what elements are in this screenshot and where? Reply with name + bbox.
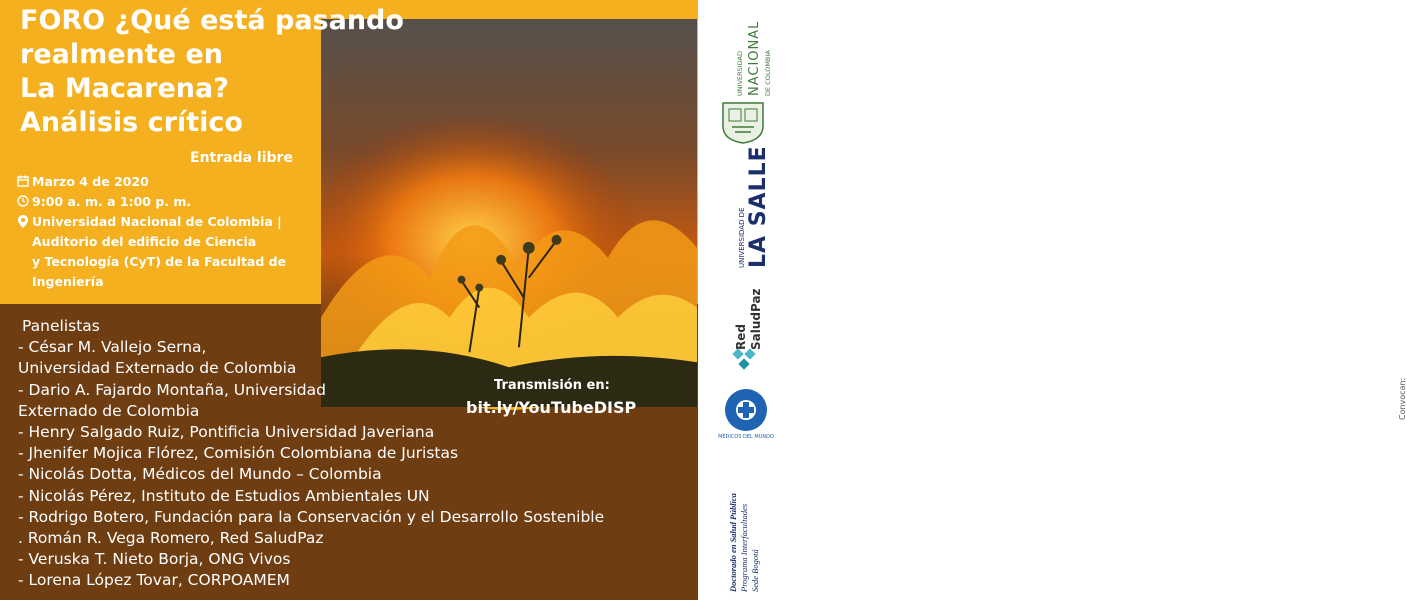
title-line: Análisis crítico [20,107,243,138]
free-entry-label: Entrada libre [190,150,293,166]
venue-text: Universidad Nacional de Colombia | Auditorio del edificio de Ciencia y Tecnología (CyT) de la Facultad de Ingeniería [32,214,287,289]
medicos-del-mundo-icon [724,388,768,432]
event-venue [14,212,314,292]
panelist-line: - Henry Salgado Ruiz, Pontificia Universidad Javeriana [18,423,435,442]
location-pin-icon [14,212,32,228]
panelists-heading: Panelistas [22,317,100,335]
convocan-label: Convocan: [1398,377,1407,420]
medicos-text: MÉDICOS DEL MUNDO [718,434,774,440]
panelist-line: - Dario A. Fajardo Montaña, Universidad [18,380,326,399]
lasalle-small-text: UNIVERSIDAD DE [738,207,746,268]
forum-title [20,4,404,140]
unal-small-text: UNIVERSIDAD [736,51,744,96]
transmission-label: Transmisión en: [494,378,610,393]
panelist-line: . Román R. Vega Romero, Red SaludPaz [18,529,324,548]
doctorado-block [706,454,796,600]
event-info [14,172,314,292]
clock-icon [14,192,32,207]
unal-small-text-2: DE COLOMBIA [764,50,772,96]
panelist-line: - César M. Vallejo Serna, [18,338,207,357]
youtube-link[interactable]: bit.ly/YouTubeDISP [466,398,637,417]
saludpaz-text: SaludPaz [749,288,763,350]
unal-shield-icon [720,100,766,144]
panelist-line: - Nicolás Pérez, Instituto de Estudios Ambientales UN [18,486,430,505]
unal-logo [720,4,790,154]
panelist-line: - Veruska T. Nieto Borja, ONG Vivos [18,550,291,569]
doctorado-line-3: Sede Bogotá [750,549,760,592]
panelists-list [18,316,698,592]
date-text: Marzo 4 de 2020 [32,174,149,189]
time-text: 9:00 a. m. a 1:00 p. m. [32,194,192,209]
panelist-line: - Lorena López Tovar, CORPOAMEM [18,571,290,590]
panelist-line: Externado de Colombia [18,401,200,420]
event-date [14,172,314,192]
title-line: realmente en [20,39,223,70]
red-saludpaz-icon [730,346,760,376]
unal-big-text: NACIONAL [747,20,762,96]
sponsors-sidebar [698,0,1407,600]
lasalle-big-text: LA SALLE [746,145,771,268]
panelist-line: - Jhenifer Mojica Flórez, Comisión Colombiana de Juristas [18,444,459,463]
title-line: FORO ¿Qué está pasando [20,5,404,36]
doctorado-line-1: Doctorado en Salud Pública [728,493,738,592]
doctorado-line-2: Programa Interfacultades [739,503,749,592]
medicos-del-mundo-logo [718,388,774,440]
red-saludpaz-logo [728,290,788,380]
calendar-icon [14,172,32,187]
red-text: Red [734,324,748,350]
lasalle-logo [738,145,798,270]
panelist-line: - Nicolás Dotta, Médicos del Mundo – Colombia [18,465,382,484]
panelist-line: Universidad Externado de Colombia [18,359,297,378]
title-line: La Macarena? [20,73,229,104]
event-time [14,192,314,212]
panelist-line: - Rodrigo Botero, Fundación para la Conservación y el Desarrollo Sostenible [18,507,605,526]
